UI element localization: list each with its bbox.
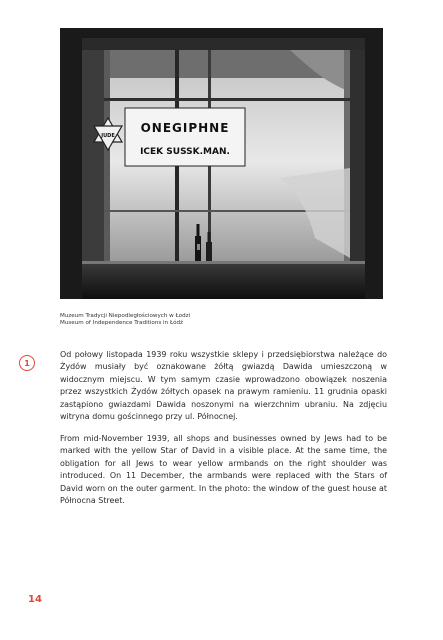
- historical-photo: [60, 28, 383, 299]
- paragraph-polish: Od połowy listopada 1939 roku wszystkie sklepy i przedsiębiorstwa należące do Żydów musiały być oznakowane żółtą gwiazdą Dawida umieszczoną w widocznym miejscu. W tym samym czasie wprowadzono obowiązek noszenia przez wszystkich Żydów żółtych opasek na prawym ramieniu. 11 grudnia opaski zastąpiono gwiazdami Dawida noszonymi na wierzchnim ubraniu. Na zdjęciu witryna domu gościnnego przy ul. Północnej.: [60, 350, 387, 422]
- credit-polish: Muzeum Tradycji Niepodległościowych w Łodzi: [60, 313, 191, 319]
- paragraph-english: From mid-November 1939, all shops and businesses owned by Jews had to be marked with the yellow Star of David in a visible place. At the same time, the obligation for all Jews to wear yellow armbands on the right shoulder was introduced. On 11 December, the armbands were replaced with the Stars of David worn on the outer garment. In the photo: the window of the guest house at Północna Street.: [60, 434, 387, 506]
- section-number-badge: 1: [19, 355, 35, 371]
- shop-window-photo: [60, 28, 383, 299]
- sign-line-1: ONEGIPHNE: [140, 121, 230, 135]
- sign-line-2: ICEK SUSSK.MAN.: [140, 147, 230, 157]
- credit-english: Museum of Independence Traditions in Łódź: [60, 320, 183, 326]
- photo-credit: [60, 313, 390, 327]
- page-number: 14: [28, 594, 42, 605]
- star-text: JUDE: [101, 133, 115, 139]
